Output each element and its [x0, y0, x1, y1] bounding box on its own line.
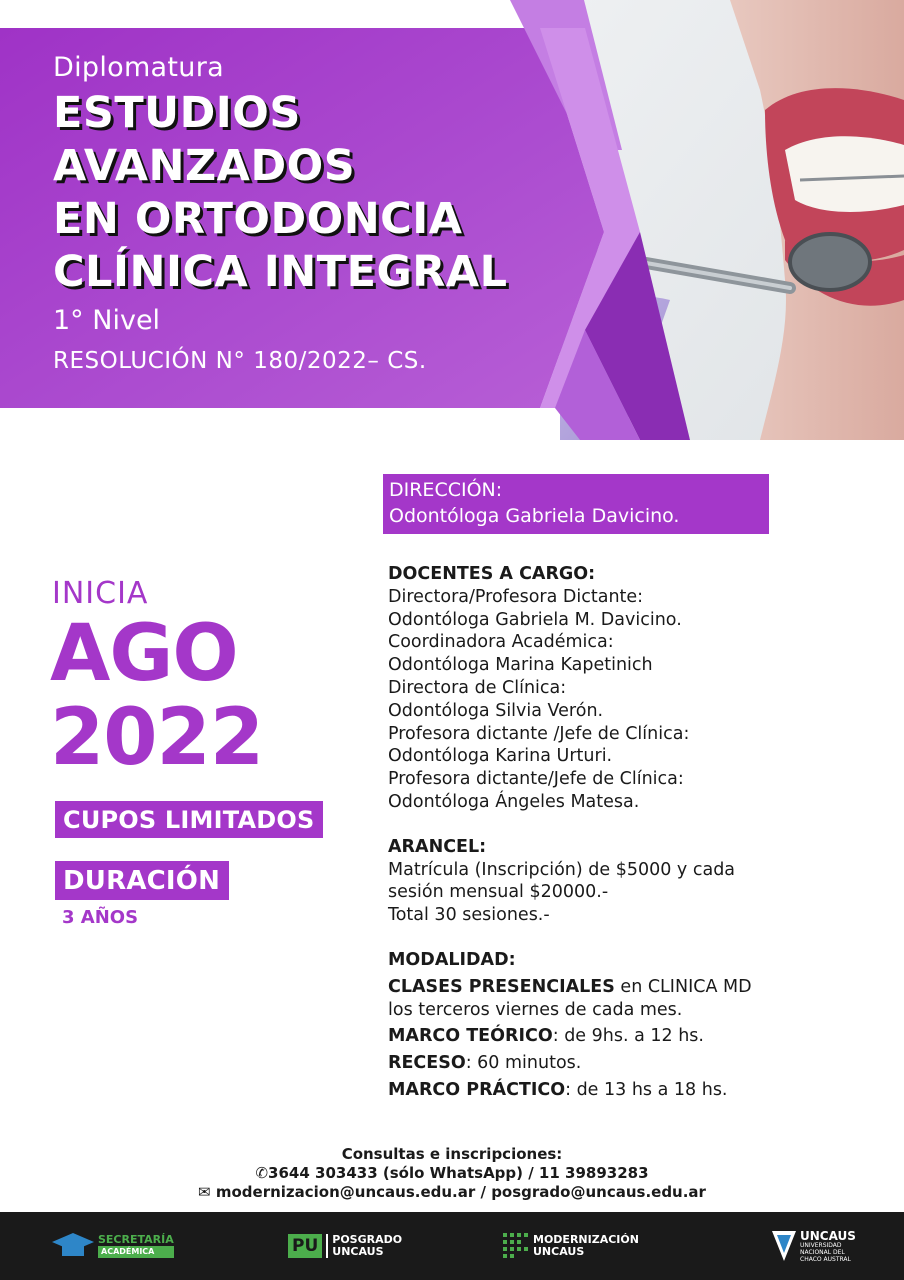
title-line-2: AVANZADOS	[53, 141, 356, 191]
teachers-line: Odontóloga Marina Kapetinich	[388, 655, 653, 676]
contact-emails-row	[0, 1183, 904, 1202]
logo4-sub2: NACIONAL DEL	[800, 1248, 845, 1256]
teachers-line: Coordinadora Académica:	[388, 632, 614, 653]
modality-presencial	[388, 976, 828, 999]
header-text	[53, 52, 593, 374]
footer-bar	[0, 1212, 904, 1280]
logo3-line2: UNCAUS	[533, 1245, 585, 1258]
title-line-3: EN ORTODONCIA	[53, 194, 463, 244]
mail-icon: ✉	[198, 1183, 211, 1201]
level: 1° Nivel	[53, 305, 161, 336]
logo4-sub3: CHACO AUSTRAL	[800, 1255, 851, 1263]
cupos-badge: CUPOS LIMITADOS	[55, 801, 323, 838]
teachers-line: Profesora dictante /Jefe de Clínica:	[388, 723, 690, 744]
logo-uncaus	[772, 1212, 856, 1280]
duration-value: 3 AÑOS	[62, 907, 139, 928]
teorico-rest: : de 9hs. a 12 hs.	[552, 1026, 704, 1047]
presencial-rest: en CLINICA MD	[614, 976, 752, 997]
contact-phones[interactable]: 3644 303433 (sólo WhatsApp) / 11 39893283	[268, 1164, 649, 1182]
phone-icon: ✆	[255, 1164, 269, 1182]
logo-modernizacion	[503, 1212, 639, 1280]
fee-line: sesión mensual $20000.-	[388, 882, 609, 903]
practico-rest: : de 13 hs a 18 hs.	[565, 1079, 728, 1100]
teachers-heading: DOCENTES A CARGO:	[388, 564, 596, 584]
teorico-bold: MARCO TEÓRICO	[388, 1026, 553, 1047]
contact-heading: Consultas e inscripciones:	[341, 1145, 563, 1163]
fee-line: Total 30 sesiones.-	[388, 905, 550, 926]
direction-label: DIRECCIÓN:	[389, 479, 503, 501]
duration-badge: DURACIÓN	[55, 861, 229, 900]
direction-box	[383, 474, 769, 534]
title-line-1: ESTUDIOS	[53, 88, 301, 138]
modality-practico	[388, 1079, 828, 1102]
fee-line: Matrícula (Inscripción) de $5000 y cada	[388, 859, 736, 880]
teachers-line: Odontóloga Karina Urturi.	[388, 746, 613, 767]
uncaus-shield-icon	[772, 1231, 796, 1261]
teachers-line: Odontóloga Silvia Verón.	[388, 700, 604, 721]
start-label: INICIA	[52, 576, 149, 611]
start-year: 2022	[50, 693, 264, 783]
teachers-line: Profesora dictante/Jefe de Clínica:	[388, 769, 684, 790]
start-month: AGO	[50, 609, 238, 699]
logo2-line1: POSGRADO	[332, 1233, 403, 1246]
teachers-line: Odontóloga Ángeles Matesa.	[388, 791, 640, 812]
details-column	[388, 563, 828, 1102]
dots-grid-icon	[503, 1233, 529, 1259]
contact-phones-row	[0, 1164, 904, 1183]
teachers-line: Directora de Clínica:	[388, 677, 567, 698]
resolution: RESOLUCIÓN N° 180/2022– CS.	[53, 348, 427, 374]
posgrado-mark: PU	[288, 1234, 322, 1258]
logo2-line2: UNCAUS	[332, 1245, 384, 1258]
direction-name: Odontóloga Gabriela Davicino.	[389, 505, 680, 527]
contact-emails[interactable]: modernizacion@uncaus.edu.ar / posgrado@uncaus.edu.ar	[215, 1183, 706, 1201]
logo3-line1: MODERNIZACIÓN	[533, 1233, 639, 1246]
modality-receso	[388, 1052, 828, 1075]
start-date	[50, 609, 264, 783]
logo4-name: UNCAUS	[800, 1228, 856, 1243]
presencial-line2: los terceros viernes de cada mes.	[388, 999, 683, 1020]
logo1-line2: ACADÉMICA	[98, 1246, 174, 1258]
teachers-line: Directora/Profesora Dictante:	[388, 586, 644, 607]
fee-heading: ARANCEL:	[388, 836, 487, 857]
logo-posgrado	[288, 1212, 402, 1280]
receso-rest: : 60 minutos.	[465, 1053, 582, 1074]
contact-block	[0, 1145, 904, 1202]
practico-bold: MARCO PRÁCTICO	[388, 1079, 566, 1100]
teachers-line: Odontóloga Gabriela M. Davicino.	[388, 609, 682, 630]
kicker: Diplomatura	[53, 52, 224, 83]
logo4-sub1: UNIVERSIDAD	[800, 1241, 842, 1249]
modality-heading: MODALIDAD:	[388, 949, 516, 970]
graduation-cap-icon	[52, 1233, 94, 1259]
receso-bold: RECESO	[388, 1053, 466, 1074]
title-line-4: CLÍNICA INTEGRAL	[53, 247, 508, 297]
presencial-bold: CLASES PRESENCIALES	[388, 976, 615, 997]
logo1-line1: SECRETARÍA	[98, 1233, 174, 1246]
logo-secretaria-academica	[52, 1212, 174, 1280]
modality-teorico	[388, 1025, 828, 1048]
